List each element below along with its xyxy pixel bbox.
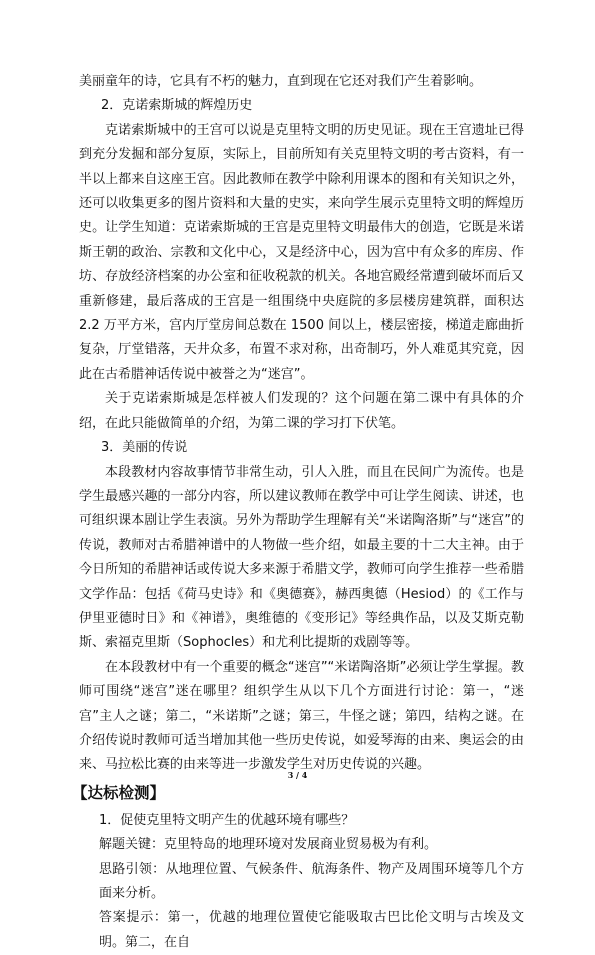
paragraph-palace: 克诺索斯城中的王宫可以说是克里特文明的历史见证。现在王宫遗址已得到充分发掘和部分复原，实际上，目前所知有关克里特文明的考古资料，有一半以上都来自这座王宫。因此教师在教学中除利用课本的图和有关知识之外，还可以收集更多的图片资料和大量的史实，来向学生展示克里特文明的辉煌历史。让学生知道：克诺索斯城的王宫是克里特文明最伟大的创造，它既是米诺斯王朝的政治、宗教和文化中心，又是经济中心，因为宫中有众多的库房、作坊、存放经济档案的办公室和征收税款的机关。各地宫殿经常遭到破坏而后又重新修建，最后落成的王宫是一组围绕中央庭院的多层楼房建筑群，面积达 2.2 万平方米，宫内厅堂房间总数在 1500 间以上，楼层密接，梯道走廊曲折复杂，厅堂错落，天井众多，布置不求对称，出奇制巧，外人难觅其究竟，因此在古希腊神话传说中被誉之为“迷宫”。: [79, 122, 524, 382]
subheading-legend: 3．美丽的传说: [101, 440, 188, 456]
answer-hint: 答案提示：第一，优越的地理位置使它能吸取古巴比伦文明与古埃及文明。第二，在自: [99, 910, 524, 950]
subheading-knossos-history: 2．克诺索斯城的辉煌历史: [101, 98, 253, 114]
question-1: 1．促使克里特文明产生的优越环境有哪些？: [99, 812, 355, 828]
paragraph-continuation: 美丽童年的诗，它具有不朽的魅力，直到现在它还对我们产生着影响。: [79, 74, 483, 89]
section-title-assessment: 【达标检测】: [72, 783, 166, 802]
solution-approach: 思路引领：从地理位置、气候条件、航海条件、物产及周围环境等几个方面来分析。: [99, 861, 524, 901]
solution-key: 解题关键：克里特岛的地理环境对发展商业贸易极为有利。: [99, 837, 438, 853]
page-number: 3 / 4: [287, 770, 308, 780]
paragraph-labyrinth-concept: 在本段教材中有一个重要的概念“迷宫”“米诺陶洛斯”必须让学生掌握。教师可围绕“迷宫”迷在哪里？组织学生从以下几个方面进行讨论：第一，“迷宫”主人之谜；第二，“米诺斯”之谜；第三，牛怪之谜；第四，结构之谜。在介绍传说时教师可适当增加其他一些历史传说，如爱琴海的由来、奥运会的由来、马拉松比赛的由来等进一步激发学生对历史传说的兴趣。: [79, 659, 524, 773]
page-content: [72, 70, 524, 955]
paragraph-discovery: 关于克诺索斯城是怎样被人们发现的？这个问题在第二课中有具体的介绍，在此只能做简单的介绍，为第二课的学习打下伏笔。: [79, 391, 524, 431]
paragraph-legend-content: 本段教材内容故事情节非常生动，引人入胜，而且在民间广为流传。也是学生最感兴趣的一部分内容，所以建议教师在教学中可让学生阅读、讲述，也可组织课本剧让学生表演。另外为帮助学生理解有关“米诺陶洛斯”与“迷宫”的传说，教师对古希腊神谱中的人物做一些介绍，如最主要的十二大主神。由于今日所知的希腊神话或传说大多来源于希腊文学，教师可向学生推荐一些希腊文学作品：包括《荷马史诗》和《奥德赛》，赫西奥德（Hesiod）的《工作与伊里亚德时日》和《神谱》，奥维德的《变形记》等经典作品，以及艾斯克勒斯、索福克里斯（Sophocles）和尤利比提斯的戏剧等等。: [79, 464, 524, 651]
